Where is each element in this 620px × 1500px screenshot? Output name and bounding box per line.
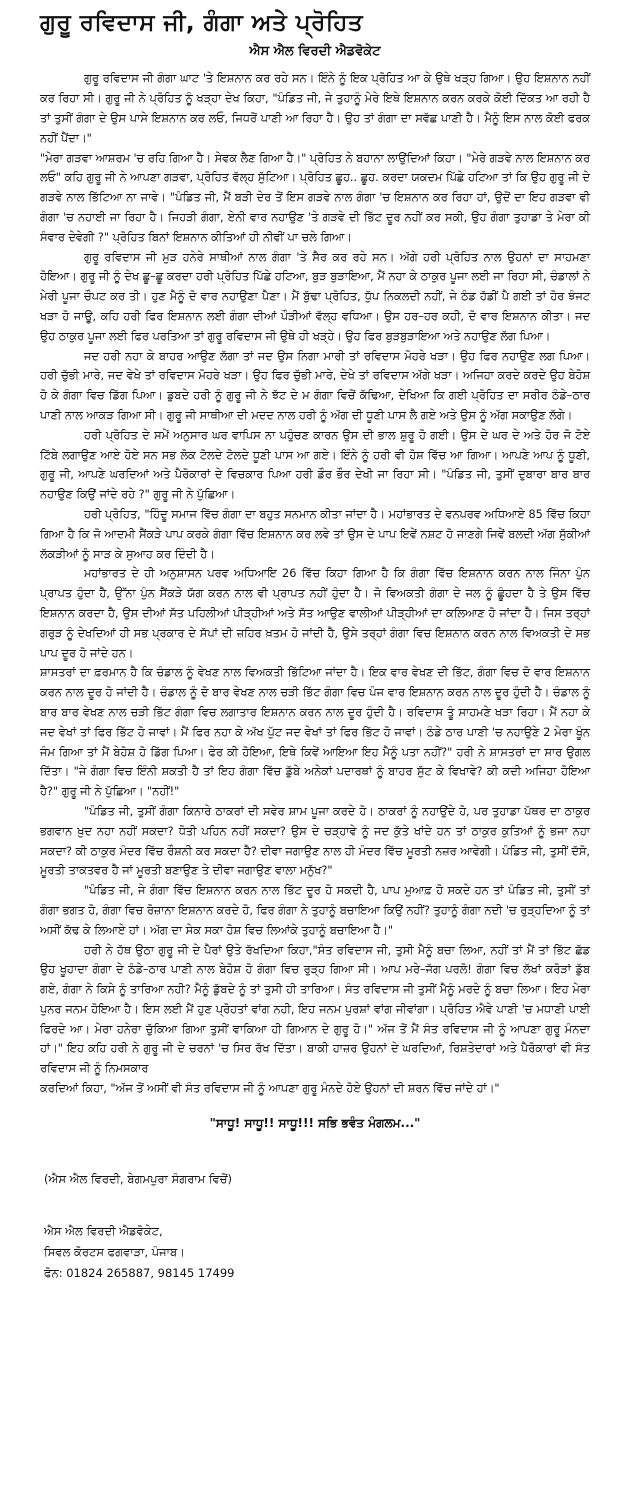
article-author: ਐਸ ਐਲ ਵਿਰਦੀ ਐਡਵੋਕੇਟ (249, 44, 381, 60)
article-body (40, 69, 590, 1098)
paragraph: ਸ਼ਾਸਤਰਾਂ ਦਾ ਫ਼ਰਮਾਨ ਹੈ ਕਿ ਚੰਡਾਲ ਨੂੰ ਵੇਖਣ ਨਾਲ ਵਿਅਕਤੀ ਭਿੱਟਿਆ ਜਾਂਦਾ ਹੈ। ਇਕ ਵਾਰ ਵੇਖਣ ਦੀ ਭਿੱਟ, ਗੰਗਾ ਵਿਚ ਦੋ ਵਾਰ ਇਸ਼ਨਾਨ ਕਰਨ ਨਾਲ ਦੂਰ ਹੋ ਜਾਂਦੀ ਹੈ। ਚੰਡਾਲ ਨੂੰ ਦੋ ਬਾਰ ਵੇਖਣ ਨਾਲ ਚੜੀ ਭਿੱਟ ਗੰਗਾ ਵਿਚ ਪੰਜ ਵਾਰ ਇਸ਼ਨਾਨ ਕਰਨ ਨਾਲ ਦੂਰ ਹੁੰਦੀ ਹੈ। ਚੰਡਾਲ ਨੂੰ ਬਾਰ ਬਾਰ ਵੇਖਣ ਨਾਲ ਚੜੀ ਭਿੱਟ ਗੰਗਾ ਵਿਚ ਲਗਾਤਾਰ ਇਸ਼ਨਾਨ ਕਰਨ ਨਾਲ ਦੂਰ ਹੁੰਦੀ ਹੈ। ਰਵਿਦਾਸ ਤੂੰ ਸਾਹਮਣੇ ਖੜਾ ਰਿਹਾ। ਮੈਂ ਨਹਾ ਕੇ ਜਦ ਵੇਖਾਂ ਤਾਂ ਫਿਰ ਭਿੱਟ ਹੋ ਜਾਵਾਂ। ਮੈਂ ਫਿਰ ਨਹਾ ਕੇ ਅੱਖ ਪੁੱਟ ਜਦ ਵੇਖਾਂ ਤਾਂ ਫਿਰ ਭਿੱਟ ਹੋ ਜਾਵਾਂ। ਠੰਡੇ ਠਾਰ ਪਾਣੀ 'ਚ ਨਹਾਉਣੇ 2 ਮੇਰਾ ਖੂੰਨ ਜੰਮ ਗਿਆ ਤਾਂ ਮੈਂ ਬੇਹੋਸ਼ ਹੋ ਡਿੱਗ ਪਿਆ। ਫੇਰ ਕੀ ਹੋਇਆ, ਇਥੇ ਕਿਵੇਂ ਆਇਆ ਇਹ ਮੈਨੂੰ ਪਤਾ ਨਹੀਂ?" ਹਰੀ ਨੇ ਸ਼ਾਸਤਰਾਂ ਦਾ ਸਾਰ ਉਗਲ ਦਿੱਤਾ। "ਜੇ ਗੰਗਾ ਵਿਚ ਇੰਨੀ ਸ਼ਕਤੀ ਹੈ ਤਾਂ ਇਹ ਗੰਗਾ ਵਿੱਚ ਡੁੱਬੇ ਅਨੇਕਾਂ ਪਦਾਰਥਾਂ ਨੂੰ ਬਾਹਰ ਸੁੱਟ ਕੇ ਵਿਖਾਵੇ? ਕੀ ਕਦੀ ਅਜਿਹਾ ਹੋਇਆ ਹੈ?" ਗੁਰੂ ਜੀ ਨੇ ਪੁੱਛਿਆ। "ਨਹੀਂ!" (40, 666, 590, 799)
paragraph: ਹਰੀ ਨੇ ਹੱਥ ਉਠਾ ਗੁਰੂ ਜੀ ਦੇ ਪੈਰਾਂ ਉਤੇ ਰੱਖਦਿਆ ਕਿਹਾ,"ਸੰਤ ਰਵਿਦਾਸ ਜੀ, ਤੁਸੀ ਮੈਨੂੰ ਬਚਾ ਲਿਆ, ਨਹੀਂ ਤਾਂ ਮੈਂ ਤਾਂ ਭਿੱਟ ਛੱਡ ਉਹ ਖੂਹਾਦਾ ਗੰਗਾ ਦੇ ਠੰਡੇ–ਠਾਰ ਪਾਣੀ ਨਾਲ ਬੇਹੋਸ਼ ਹੋ ਗੰਗਾ ਵਿਚ ਰੁੜ੍ਹ ਗਿਆ ਸੀ। ਆਪ ਮਰੇ–ਜੱਗ ਪਰਲੋ! ਗੰਗਾ ਵਿਚ ਲੱਖਾਂ ਕਰੋੜਾਂ ਡੁੱਬ ਗਏ, ਗੰਗਾ ਨੇ ਕਿਸੇ ਨੂੰ ਤਾਰਿਆ ਨਹੀ? ਮੈਨੂੰ ਡੁੱਬਦੇ ਨੂੰ ਤਾਂ ਤੁਸੀ ਹੀ ਤਾਰਿਆ। ਸੰਤ ਰਵਿਦਾਸ ਜੀ ਤੁਸੀਂ ਮੈਨੂੰ ਮਰਦੇ ਨੂੰ ਬਚਾ ਲਿਆ। ਇਹ ਮੇਰਾ ਪੁਨਰ ਜਨਮ ਹੋਇਆ ਹੈ। ਇਸ ਲਈ ਮੈਂ ਹੁਣ ਪ੍ਰੋਹਤਾਂ ਵਾਂਗ ਨਹੀ, ਇਹ ਜਨਮ ਪੁਰਸ਼ਾਂ ਵਾਂਗ ਜੀਵਾਂਗਾ। ਪ੍ਰੋਹਿਤ ਐਵੇ ਪਾਣੀ 'ਚ ਮਧਾਣੀ ਪਾਈ ਫਿਰਦੇ ਆ। ਮੇਰਾ ਹਨੇਰਾ ਚੁੱਕਿਆ ਗਿਆ ਤੁਸੀਂ ਵਾਕਿਆ ਹੀ ਗਿਆਨ ਦੇ ਗੁਰੂ ਹੋ।" ਅੱਜ ਤੋਂ ਮੈਂ ਸੰਤ ਰਵਿਦਾਸ ਜੀ ਨੂੰ ਆਪਣਾ ਗੁਰੂ ਮੰਨਦਾ ਹਾਂ।" ਇਹ ਕਹਿ ਹਰੀ ਨੇ ਗੁਰੂ ਜੀ ਦੇ ਚਰਨਾਂ 'ਚ ਸਿਰ ਰੱਖ ਦਿੱਤਾ। ਬਾਕੀ ਹਾਜ਼ਰ ਉਹਨਾਂ ਦੇ ਘਰਦਿਆਂ, ਰਿਸ਼ਤੇਦਾਰਾਂ ਅਤੇ ਪੈਰੋਕਾਰਾਂ ਵੀ ਸੰਤ ਰਵਿਦਾਸ ਜੀ ਨੂੰ ਨਿਮਸਕਾਰ (40, 943, 590, 1076)
paragraph: ਗੁਰੂ ਰਵਿਦਾਸ ਜੀ ਗੰਗਾ ਘਾਟ 'ਤੇ ਇਸ਼ਨਾਨ ਕਰ ਰਹੇ ਸਨ। ਇੰਨੇ ਨੂੰ ਇਕ ਪ੍ਰੋਹਿਤ ਆ ਕੇ ਉਥੇ ਖੜ੍ਹ ਗਿਆ। ਉਹ ਇਸ਼ਨਾਨ ਨਹੀਂ ਕਰ ਰਿਹਾ ਸੀ। ਗੁਰੂ ਜੀ ਨੇ ਪ੍ਰੋਹਿਤ ਨੂੰ ਖੜ੍ਹਾ ਦੇਖ ਕਿਹਾ, "ਪੰਡਿਤ ਜੀ, ਜੇ ਤੁਹਾਨੂੰ ਮੇਰੇ ਇਥੇ ਇਸ਼ਨਾਨ ਕਰਨ ਕਰਕੇ ਕੋਈ ਦਿੱਕਤ ਆ ਰਹੀ ਹੈ ਤਾਂ ਤੁਸੀਂ ਗੰਗਾ ਦੇ ਉਸ ਪਾਸੇ ਇਸ਼ਨਾਨ ਕਰ ਲਓ, ਜਿਧਰੋਂ ਪਾਣੀ ਆ ਰਿਹਾ ਹੈ। ਉਹ ਤਾਂ ਗੰਗਾ ਦਾ ਸਵੱਛ ਪਾਣੀ ਹੈ। ਮੈਨੂੰ ਇਸ ਨਾਲ ਕੋਈ ਫਰਕ ਨਹੀਂ ਪੈਂਦਾ।" (40, 72, 590, 145)
paragraph: "ਮੇਰਾ ਗੜਵਾ ਆਸ਼ਰਮ 'ਚ ਰਹਿ ਗਿਆ ਹੈ। ਸੇਵਕ ਲੈਣ ਗਿਆ ਹੈ।" ਪ੍ਰੋਹਿਤ ਨੇ ਬਹਾਨਾ ਲਾਉਂਦਿਆਂ ਕਿਹਾ। "ਮੇਰੇ ਗੜਵੇ ਨਾਲ ਇਸ਼ਨਾਨ ਕਰ ਲਓ" ਕਹਿ ਗੁਰੂ ਜੀ ਨੇ ਆਪਣਾ ਗੜਵਾ, ਪ੍ਰੋਹਿਤ ਵੱਲ੍ਹ ਸੁੱਟਿਆ। ਪ੍ਰੋਹਿਤ ਛੂਹ.. ਛੂਹ. ਕਰਦਾ ਯਕਦਮ ਪਿੱਛੇ ਹਟਿਆ ਤਾਂ ਕਿ ਉਹ ਗੁਰੂ ਜੀ ਦੇ ਗੜਵੇ ਨਾਲ ਭਿੱਟਿਆ ਨਾ ਜਾਵੇ। "ਪੰਡਿਤ ਜੀ, ਮੈਂ ਬੜੀ ਦੇਰ ਤੋਂ ਇਸ ਗੜਵੇ ਨਾਲ ਗੰਗਾ 'ਚ ਇਸ਼ਨਾਨ ਕਰ ਰਿਹਾ ਹਾਂ, ਉਦੋਂ ਦਾ ਇਹ ਗੜਵਾ ਵੀ ਗੰਗਾ 'ਚ ਨਹਾਈ ਜਾ ਰਿਹਾ ਹੈ। ਜਿਹੜੀ ਗੰਗਾ, ਏਨੀ ਵਾਰ ਨਹਾਉਣ 'ਤੇ ਗੜਵੇ ਦੀ ਭਿੱਟ ਦੂਰ ਨਹੀਂ ਕਰ ਸਕੀ, ਉਹ ਗੰਗਾ ਤੁਹਾਡਾ ਤੇ ਮੇਰਾ ਕੀ ਸੰਵਾਰ ਦੇਵੇਗੀ ?" ਪ੍ਰੋਹਿਤ ਬਿਨਾਂ ਇਸ਼ਨਾਨ ਕੀਤਿਆਂ ਹੀ ਨੀਵੀਂ ਪਾ ਚਲੇ ਗਿਆ। (40, 151, 590, 244)
paragraph: ਕਰਦਿਆਂ ਕਿਹਾ, "ਅੱਜ ਤੋਂ ਅਸੀਂ ਵੀ ਸੰਤ ਰਵਿਦਾਸ ਜੀ ਨੂੰ ਆਪਣਾ ਗੁਰੂ ਮੰਨਦੇ ਹੋਏ ਉਹਨਾਂ ਦੀ ਸ਼ਰਨ ਵਿੱਚ ਜਾਂਦੇ ਹਾਂ।" (40, 1082, 500, 1096)
paragraph: ਜਦ ਹਰੀ ਨਹਾ ਕੇ ਬਾਹਰ ਆਉਣ ਲੱਗਾ ਤਾਂ ਜਦ ਉਸ ਨਿਗਾ ਮਾਰੀ ਤਾਂ ਰਵਿਦਾਸ ਮੋਹਰੇ ਖੜਾ। ਉਹ ਫਿਰ ਨਹਾਉਣ ਲਗ ਪਿਆ। ਹਰੀ ਚੁੱਭੀ ਮਾਰੇ, ਜਦ ਵੇਖੇ ਤਾਂ ਰਵਿਦਾਸ ਮੋਹਰੇ ਖੜਾ। ਉਹ ਫਿਰ ਚੁੱਭੀ ਮਾਰੇ, ਦੇਖੇ ਤਾਂ ਰਵਿਦਾਸ ਅੱਗੇ ਖੜਾ। ਅਜਿਹਾ ਕਰਦੇ ਕਰਦੇ ਉਹ ਬੇਹੋਸ਼ ਹੋ ਕੇ ਗੰਗਾ ਵਿਚ ਡਿੱਗ ਪਿਆ। ਡੁਬਦੇ ਹਰੀ ਨੂੰ ਗੁਰੂ ਜੀ ਨੇ ਝੱਟ ਦੇ ਮ ਗੰਗਾ ਵਿਚੋਂ ਕੱਢਿਆ, ਦੇਖਿਆ ਕਿ ਗਈ ਪ੍ਰੋਹਿਤ ਦਾ ਸਰੀਰ ਠੰਡੇ–ਠਾਰ ਪਾਣੀ ਨਾਲ ਆਕੜ ਗਿਆ ਸੀ। ਗੁਰੂ ਜੀ ਸਾਥੀਆ ਦੀ ਮਦਦ ਨਾਲ ਹਰੀ ਨੂੰ ਅੱਗ ਦੀ ਧੂਣੀ ਪਾਸ ਲੈ ਗਏ ਅਤੇ ਉਸ ਨੂੰ ਅੱਗ ਸਕਾਉਣ ਲੱਗੇ। (40, 349, 590, 422)
paragraph: ਮਹਾਂਭਾਰਤ ਦੇ ਹੀ ਅਨੁਸ਼ਾਸਨ ਪਰਵ ਅਧਿਆਇ 26 ਵਿੱਚ ਕਿਹਾ ਗਿਆ ਹੈ ਕਿ ਗੰਗਾ ਵਿੱਚ ਇਸ਼ਨਾਨ ਕਰਨ ਨਾਲ ਜਿੰਨਾ ਪੁੰਨ ਪ੍ਰਾਪਤ ਹੁੰਦਾ ਹੈ, ਉੱਨਾ ਪੁੰਨ ਸੈਂਕੜੇ ਯੱਗ ਕਰਨ ਨਾਲ ਵੀ ਪ੍ਰਾਪਤ ਨਹੀਂ ਹੁੰਦਾ ਹੈ। ਜੋ ਵਿਅਕਤੀ ਗੰਗਾ ਦੇ ਜਲ ਨੂੰ ਛੂੰਹਦਾ ਹੈ ਤੇ ਉਸ ਵਿੱਚ ਇਸ਼ਨਾਨ ਕਰਦਾ ਹੈ, ਉਸ ਦੀਆਂ ਸੱਤ ਪਹਿਲੀਆਂ ਪੀੜ੍ਹੀਆਂ ਅਤੇ ਸੱਤ ਆਉਣ ਵਾਲੀਆਂ ਪੀੜ੍ਹੀਆਂ ਦਾ ਕਲਿਆਣ ਹੋ ਜਾਂਦਾ ਹੈ। ਜਿਸ ਤਰ੍ਹਾਂ ਗਰੁੜ ਨੂੰ ਦੇਖਦਿਆਂ ਹੀ ਸਭ ਪ੍ਰਕਾਰ ਦੇ ਸੱਪਾਂ ਦੀ ਜ਼ਹਿਰ ਖ਼ਤਮ ਹੋ ਜਾਂਦੀ ਹੈ, ਉਸੇ ਤਰ੍ਹਾਂ ਗੰਗਾ ਵਿਚ ਇਸ਼ਨਾਨ ਕਰਨ ਨਾਲ ਵਿਅਕਤੀ ਦੇ ਸਭ ਪਾਪ ਦੂਰ ਹੋ ਜਾਂਦੇ ਹਨ। (40, 567, 590, 660)
article-title: ਗੁਰੂ ਰਵਿਦਾਸ ਜੀ, ਗੰਗਾ ਅਤੇ ਪ੍ਰੋਹਿਤ (40, 10, 364, 36)
source-note: (ਐਸ ਐਲ ਵਿਰਦੀ, ਬੇਗਮਪੁਰਾ ਸੰਗਰਾਮ ਵਿਚੋਂ) (44, 1171, 233, 1186)
closing-blessing: "ਸਾਧੂ! ਸਾਧੂ!! ਸਾਧੂ!!! ਸਭਿ ਭਵੰਤ ਮੰਗਲਮ..." (209, 1115, 421, 1130)
paragraph: ਹਰੀ ਪ੍ਰੋਹਿਤ, "ਹਿੰਦੂ ਸਮਾਜ ਵਿੱਚ ਗੰਗਾ ਦਾ ਬਹੁਤ ਸਨਮਾਨ ਕੀਤਾ ਜਾਂਦਾ ਹੈ। ਮਹਾਂਭਾਰਤ ਦੇ ਵਨਪਰਵ ਅਧਿਆਏ 85 ਵਿੱਚ ਕਿਹਾ ਗਿਆ ਹੈ ਕਿ ਜੋ ਆਦਮੀ ਸੈਂਕੜੇ ਪਾਪ ਕਰਕੇ ਗੰਗਾ ਵਿੱਚ ਇਸ਼ਨਾਨ ਕਰ ਲਵੇ ਤਾਂ ਉਸ ਦੇ ਪਾਪ ਇਵੇਂ ਨਸ਼ਟ ਹੋ ਜਾਣਗੇ ਜਿਵੇਂ ਬਲਦੀ ਅੱਗ ਸੁੱਕੀਆਂ ਲੱਕੜੀਆਂ ਨੂੰ ਸਾੜ ਕੇ ਸੁਆਹ ਕਰ ਦਿੰਦੀ ਹੈ। (40, 507, 590, 561)
signature-name: ਐਸ ਐਲ ਵਿਰਦੀ ਐਡਵੋਕੇਟ, (44, 1223, 163, 1238)
paragraph: ਹਰੀ ਪ੍ਰੋਹਿਤ ਦੇ ਸਮੇਂ ਅਨੁਸਾਰ ਘਰ ਵਾਪਿਸ ਨਾ ਪਹੁੰਚਣ ਕਾਰਨ ਉਸ ਦੀ ਭਾਲ ਸ਼ੁਰੂ ਹੋ ਗਈ। ਉਸ ਦੇ ਘਰ ਦੇ ਅਤੇ ਹੋਰ ਜੋ ਟੋਏ ਟਿੱਬੇ ਲਗਾਉਣ ਆਏ ਹੋਏ ਸਨ ਸਭ ਲੋਕ ਟੋਲਦੇ ਟੋਲਦੇ ਧੂਣੀ ਪਾਸ ਆ ਗਏ। ਇੰਨੇ ਨੂੰ ਹਰੀ ਵੀ ਹੋਸ਼ ਵਿੱਚ ਆ ਗਿਆ। ਆਪਣੇ ਆਪ ਨੂੰ ਧੂਣੀ, ਗੁਰੂ ਜੀ, ਆਪਣੇ ਘਰਦਿਆਂ ਅਤੇ ਪੈਰੋਕਾਰਾਂ ਦੇ ਵਿਚਕਾਰ ਪਿਆ ਹਰੀ ਡੌਰ ਭੌਰ ਦੇਖੀ ਜਾ ਰਿਹਾ ਸੀ। "ਪੰਡਿਤ ਜੀ, ਤੁਸੀਂ ਦੁਬਾਰਾ ਬਾਰ ਬਾਰ ਨਹਾਉਣ ਕਿਉਂ ਜਾਂਦੇ ਰਹੇ ?" ਗੁਰੂ ਜੀ ਨੇ ਪੁੱਛਿਆ। (40, 428, 590, 502)
signature-block (44, 1221, 590, 1284)
paragraph: "ਪੰਡਿਤ ਜੀ, ਜੇ ਗੰਗਾ ਵਿੱਚ ਇਸ਼ਨਾਨ ਕਰਨ ਨਾਲ ਭਿੱਟ ਦੂਰ ਹੋ ਸਕਦੀ ਹੈ, ਪਾਪ ਮੁਆਫ਼ ਹੋ ਸਕਦੇ ਹਨ ਤਾਂ ਪੰਡਿਤ ਜੀ, ਤੁਸੀਂ ਤਾਂ ਗੰਗਾ ਭਗਤ ਹੋ, ਗੰਗਾ ਵਿਚ ਰੋਜ਼ਾਨਾ ਇਸ਼ਨਾਨ ਕਰਦੇ ਹੋ, ਫਿਰ ਗੰਗਾ ਨੇ ਤੁਹਾਨੂੰ ਬਚਾਇਆ ਕਿਉਂ ਨਹੀਂ? ਤੁਹਾਨੂੰ ਗੰਗਾ ਨਦੀ 'ਚ ਰੁੜ੍ਹਦਿਆ ਨੂੰ ਤਾਂ ਅਸੀਂ ਕੱਢ ਕੇ ਲਿਆਏ ਹਾਂ। ਅੱਗ ਦਾ ਸੇਕ ਸਕਾ ਹੋਸ਼ ਵਿਚ ਲਿਆਂਕੇ ਤੁਹਾਨੂੰ ਬਚਾਇਆ ਹੈ।" (40, 884, 590, 937)
paragraph: "ਪੰਡਿਤ ਜੀ, ਤੁਸੀਂ ਗੰਗਾ ਕਿਨਾਰੇ ਠਾਕਰਾਂ ਦੀ ਸਵੇਰ ਸ਼ਾਮ ਪੂਜਾ ਕਰਦੇ ਹੋ। ਠਾਕਰਾਂ ਨੂੰ ਨਹਾਉਂਦੇ ਹੋ, ਪਰ ਤੁਹਾਡਾ ਪੱਥਰ ਦਾ ਠਾਕੁਰ ਭਗਵਾਨ ਖ਼ੁਦ ਨਹਾ ਨਹੀਂ ਸਕਦਾ? ਧੋਤੀ ਪਹਿਨ ਨਹੀਂ ਸਕਦਾ? ਉਸ ਦੇ ਚੜ੍ਹਾਵੇ ਨੂੰ ਜਦ ਕੁੱਤੇ ਖਾਂਦੇ ਹਨ ਤਾਂ ਠਾਕੁਰ ਕੁਤਿਆਂ ਨੂੰ ਭਜਾ ਨਹਾ ਸਕਦਾ? ਕੀ ਠਾਕੁਰ ਮੰਦਰ ਵਿੱਚ ਰੌਸ਼ਨੀ ਕਰ ਸਕਦਾ ਹੈ? ਦੀਵਾ ਜਗਾਉਣ ਨਾਲ ਹੀ ਮੰਦਰ ਵਿੱਚ ਮੂਰਤੀ ਨਜ਼ਰ ਆਵੇਗੀ। ਪੰਡਿਤ ਜੀ, ਤੁਸੀਂ ਦੱਸੋ, ਮੂਰਤੀ ਤਾਕਤਵਰ ਹੈ ਜਾਂ ਮੂਰਤੀ ਬਣਾਉਣ ਤੇ ਦੀਵਾ ਜਗਾਉਣ ਵਾਲਾ ਮਨੁੱਖ?" (40, 804, 590, 878)
signature-address: ਸਿਵਲ ਕੋਰਟਸ ਫਗਵਾੜਾ, ਪੰਜਾਬ। (44, 1244, 185, 1259)
signature-phone: ਫੋਨ: 01824 265887, 98145 17499 (44, 1265, 235, 1280)
paragraph: ਗੁਰੂ ਰਵਿਦਾਸ ਜੀ ਮੁੜ ਹਨੇਰੇ ਸਾਥੀਆਂ ਨਾਲ ਗੰਗਾ 'ਤੇ ਸੈਰ ਕਰ ਰਹੇ ਸਨ। ਅੱਗੇ ਹਰੀ ਪ੍ਰੋਹਿਤ ਨਾਲ ਉਹਨਾਂ ਦਾ ਸਾਹਮਣਾ ਹੋਇਆ। ਗੁਰੂ ਜੀ ਨੂੰ ਦੇਖ ਛੂ–ਛੂ ਕਰਦਾ ਹਰੀ ਪ੍ਰੋਹਿਤ ਪਿੱਛੇ ਹਟਿਆ, ਬੁੜ ਬੁੜਾਇਆ, ਮੈਂ ਨਹਾ ਕੇ ਠਾਕੁਰ ਪੂਜਾ ਲਈ ਜਾ ਰਿਹਾ ਸੀ, ਚੰਡਾਲਾਂ ਨੇ ਮੇਰੀ ਪੂਜਾ ਚੌਪਟ ਕਰ ਤੀ। ਹੁਣ ਮੈਨੂੰ ਦੋ ਵਾਰ ਨਹਾਉਣਾ ਪੈਣਾ। ਮੈਂ ਬੁੱਢਾ ਪ੍ਰੋਹਿਤ, ਧੁੱਪ ਨਿਕਲਦੀ ਨਹੀਂ, ਜੇ ਠੰਡ ਹੱਡੀਂ ਪੈ ਗਈ ਤਾਂ ਹੋਰ ਝੰਜਟ ਖੜਾ ਹੋ ਜਾਊ, ਕਹਿ ਹਰੀ ਫਿਰ ਇਸ਼ਨਾਨ ਲਈ ਗੰਗਾ ਦੀਆਂ ਪੌੜੀਆਂ ਵੱਲ੍ਹ ਵਧਿਆ। ਉਸ ਹਰ–ਹਰ ਕਹੀ, ਦੋ ਵਾਰ ਇਸ਼ਨਾਨ ਕੀਤਾ। ਜਦ ਉਹ ਠਾਕੁਰ ਪੂਜਾ ਲਈ ਫਿਰ ਪਰਤਿਆ ਤਾਂ ਗੁਰੂ ਰਵਿਦਾਸ ਜੀ ਉਥੇ ਹੀ ਖੜ੍ਹੇ। ਉਹ ਫਿਰ ਬੁੜਬੁੜਾਇਆ ਅਤੇ ਨਹਾਉਣ ਲੱਗ ਪਿਆ। (40, 250, 590, 343)
